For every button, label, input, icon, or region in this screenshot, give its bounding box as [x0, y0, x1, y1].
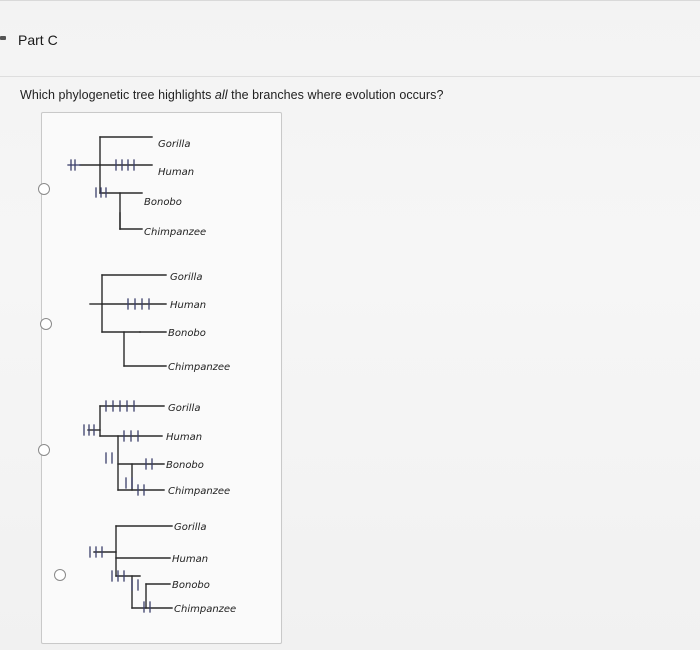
tree-option-c[interactable] — [78, 398, 278, 508]
top-rule — [0, 0, 700, 1]
taxon-label: Gorilla — [174, 522, 207, 533]
emphasis-all: all — [214, 88, 228, 102]
taxon-label: Chimpanzee — [168, 362, 231, 373]
question-text: Which phylogenetic tree highlights all the branches where evolution occurs? — [20, 88, 444, 102]
taxon-label: Gorilla — [170, 272, 203, 283]
tree-option-b[interactable] — [80, 270, 280, 380]
taxon-label: Chimpanzee — [168, 486, 231, 497]
radio-option-d[interactable] — [54, 569, 66, 581]
taxon-label: Human — [158, 167, 195, 178]
taxon-label: Chimpanzee — [144, 227, 207, 238]
taxon-label: Bonobo — [144, 197, 182, 208]
section-divider — [0, 76, 700, 77]
tree-option-a[interactable] — [60, 135, 260, 245]
taxon-label: Bonobo — [166, 460, 204, 471]
radio-option-c[interactable] — [38, 444, 50, 456]
collapse-caret-icon[interactable] — [0, 36, 6, 40]
taxon-label: Bonobo — [172, 580, 210, 591]
taxon-label: Bonobo — [168, 328, 206, 339]
taxon-label: Human — [172, 554, 209, 565]
part-title[interactable]: Part C — [18, 32, 58, 48]
radio-option-a[interactable] — [38, 183, 50, 195]
radio-option-b[interactable] — [40, 318, 52, 330]
taxon-label: Gorilla — [168, 403, 201, 414]
taxon-label: Gorilla — [158, 139, 191, 150]
taxon-label: Human — [170, 300, 207, 311]
taxon-label: Chimpanzee — [174, 604, 237, 615]
tree-option-d[interactable] — [84, 520, 274, 630]
taxon-label: Human — [166, 432, 203, 443]
